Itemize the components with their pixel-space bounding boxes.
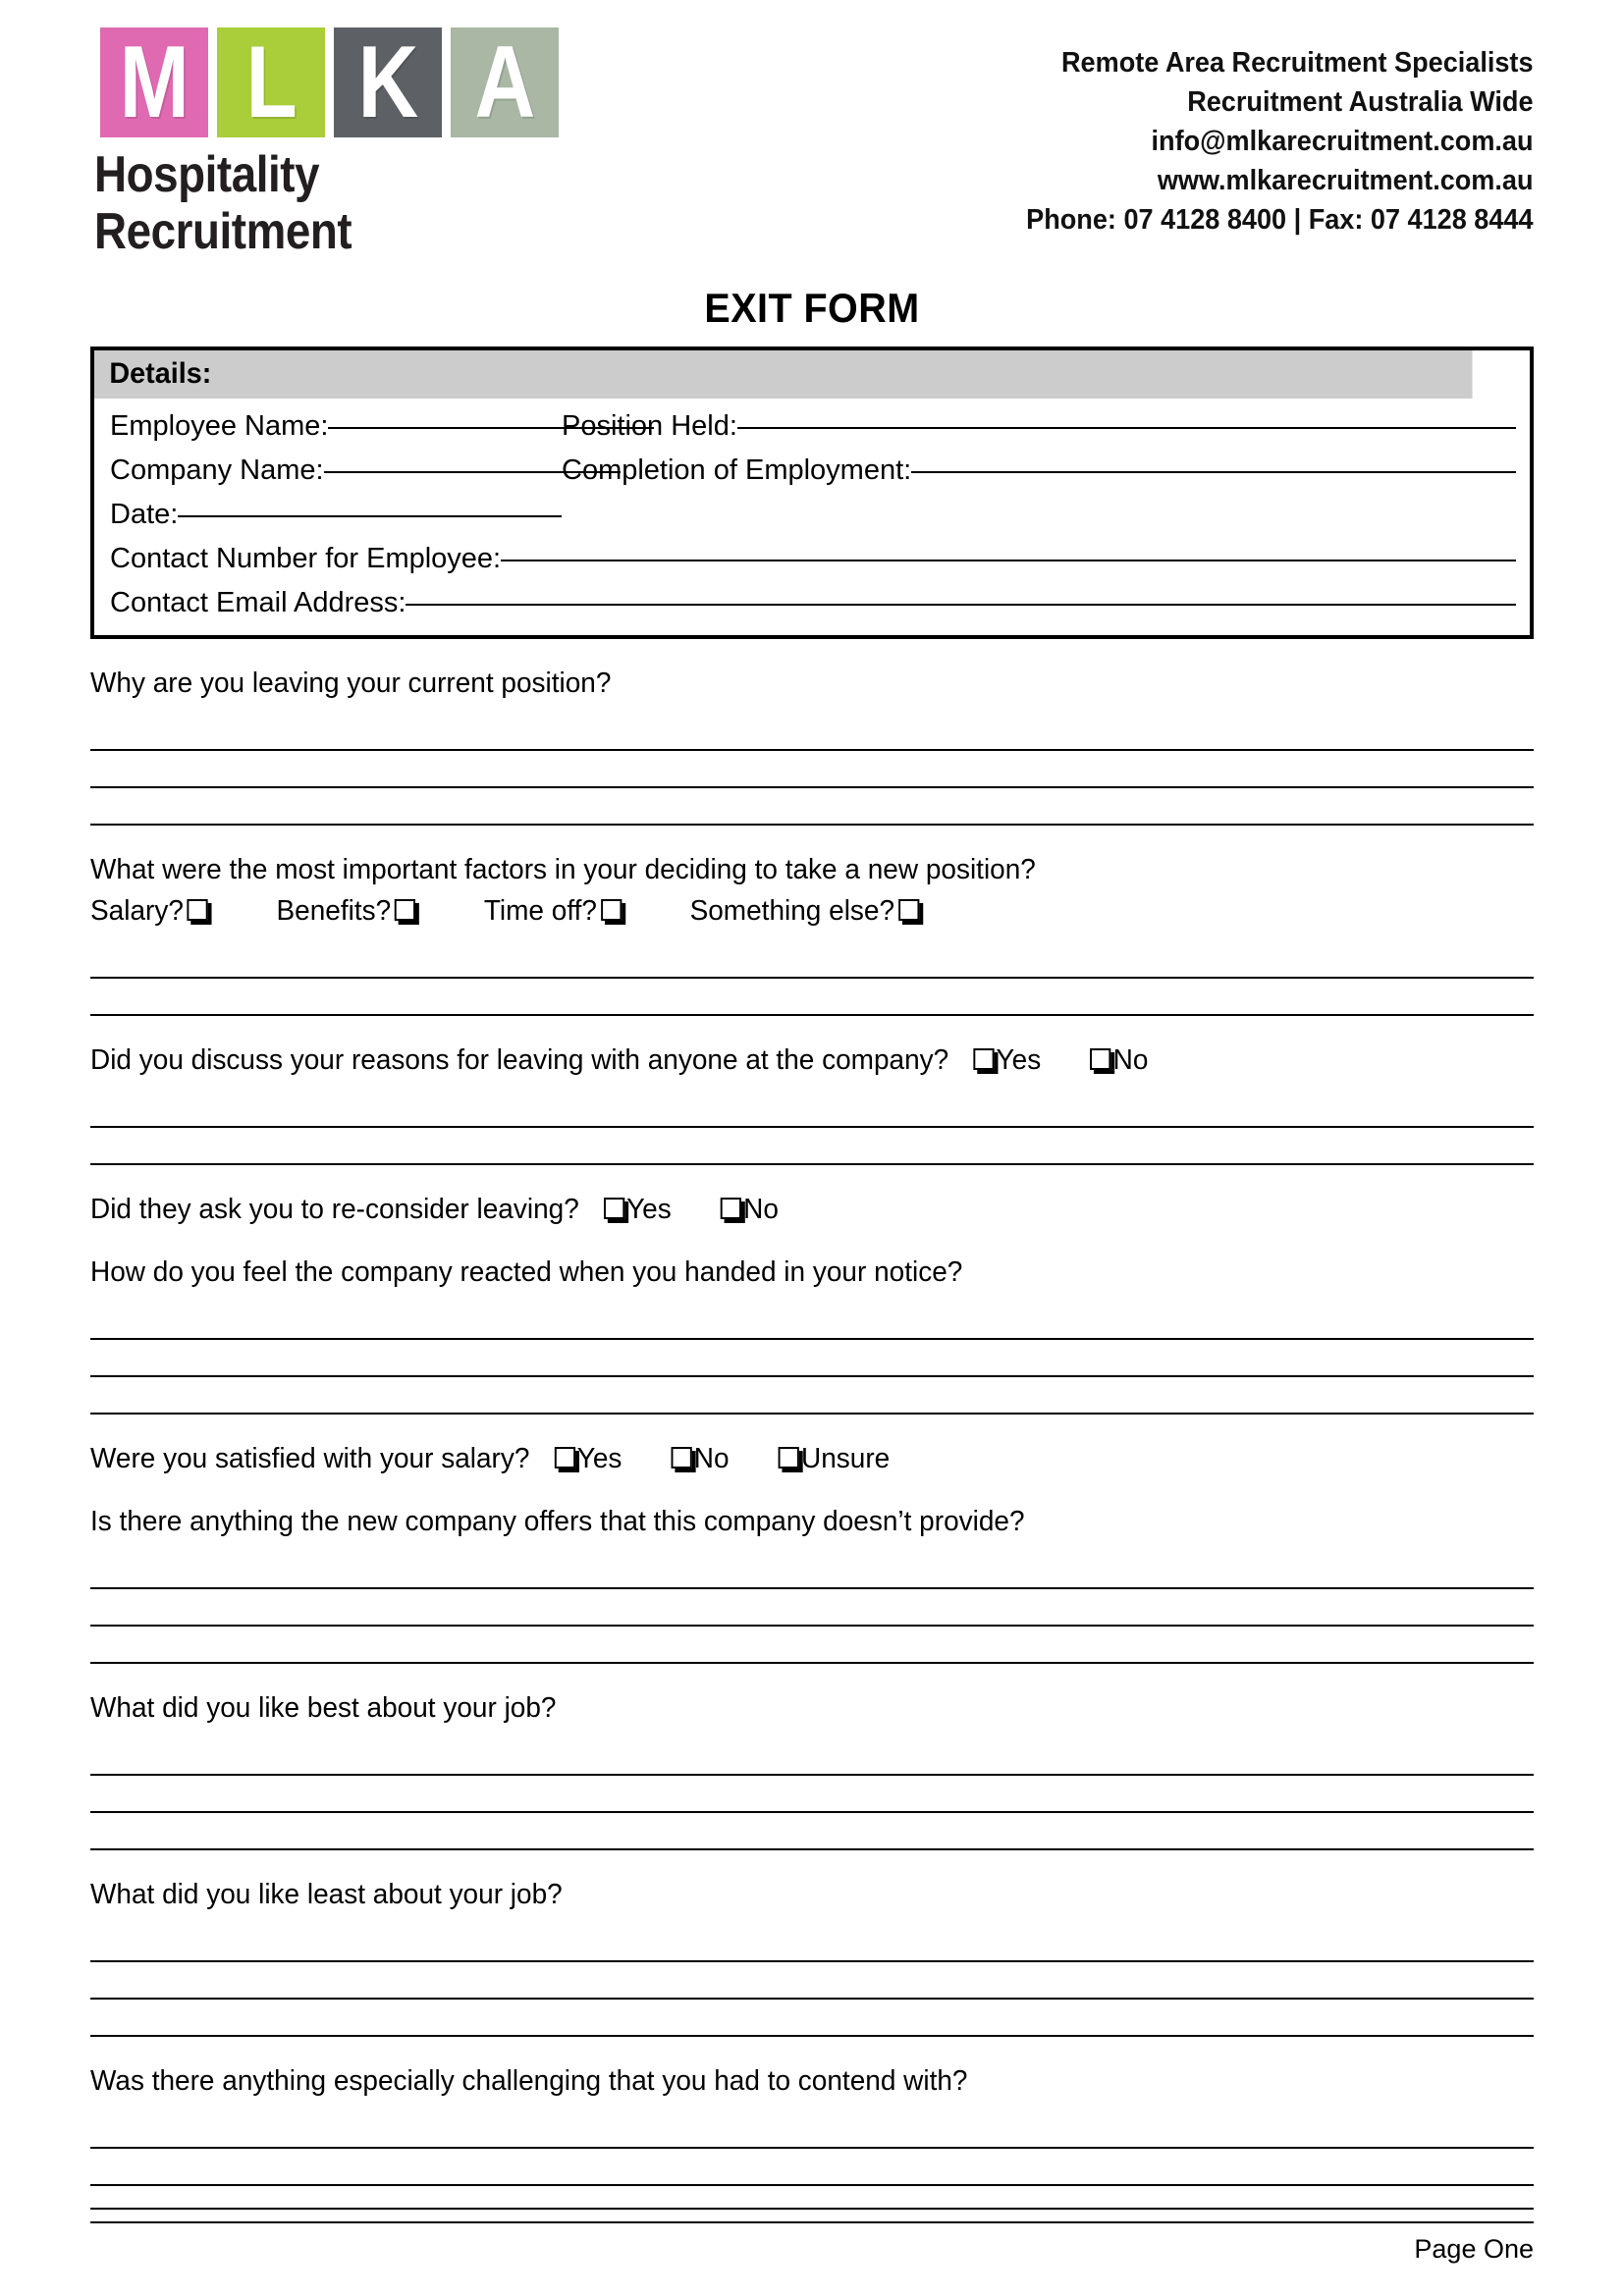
answer-line[interactable] (90, 1552, 1534, 1589)
logo-letter-m: M (119, 26, 189, 139)
answer-line[interactable] (90, 941, 1534, 979)
checkbox-salary-icon[interactable] (188, 899, 208, 921)
contact-email-label: Contact Email Address: (110, 587, 406, 618)
question-leaving-reason-label: Why are you leaving your current position? (90, 667, 612, 699)
date-label: Date: (110, 499, 179, 530)
question-reconsider-leaving-label (90, 1191, 1484, 1228)
details-row-4 (110, 537, 1516, 581)
checkbox-salary-unsure-icon[interactable] (779, 1447, 799, 1468)
question-discussed-reasons-options (970, 1041, 1159, 1079)
question-discussed-reasons-text: Did you discuss your reasons for leaving with anyone at the company? (90, 1044, 949, 1076)
contact-number-input[interactable] (501, 540, 1516, 567)
page-header (90, 0, 1534, 260)
checkbox-salary-no-icon[interactable] (672, 1447, 692, 1468)
option-discussed-yes-label: Yes (996, 1044, 1042, 1076)
completion-of-employment-input[interactable] (911, 452, 1516, 479)
question-liked-best-label: What did you like best about your job? (90, 1692, 557, 1724)
details-row-3 (110, 493, 1516, 537)
option-time-off-label: Time off? (483, 895, 597, 927)
details-section (90, 347, 1534, 639)
contact-email: info@mlkarecruitment.com.au (1152, 126, 1534, 157)
question-discussed-reasons-label (90, 1041, 1484, 1079)
checkbox-time-off-icon[interactable] (601, 899, 622, 921)
answer-line[interactable] (90, 2000, 1534, 2037)
option-reconsider-no-label: No (743, 1194, 779, 1225)
employee-name-label: Employee Name: (110, 410, 329, 442)
company-name-input[interactable] (324, 452, 621, 479)
option-benefits-label: Benefits? (276, 895, 392, 927)
answer-line[interactable] (90, 788, 1534, 826)
question-liked-least (90, 1876, 1534, 2037)
question-company-reaction (90, 1254, 1534, 1415)
logo-letter-l: L (245, 26, 297, 139)
contact-tagline: Remote Area Recruitment Specialists (1061, 47, 1534, 79)
question-reconsider-leaving (90, 1191, 1534, 1228)
question-salary-satisfaction-label (90, 1440, 1484, 1477)
question-discussed-reasons-answer[interactable] (90, 1091, 1534, 1165)
answer-line[interactable] (90, 1303, 1534, 1340)
option-benefits[interactable] (277, 892, 418, 930)
answer-line[interactable] (90, 1738, 1534, 1776)
checkbox-discussed-yes-icon[interactable] (973, 1048, 994, 1070)
logo-tile-a (451, 27, 559, 137)
question-liked-best-answer[interactable] (90, 1738, 1534, 1850)
checkbox-reconsider-yes-icon[interactable] (604, 1198, 624, 1219)
question-reconsider-leaving-options (600, 1191, 788, 1228)
logo-letter-k: K (357, 26, 418, 139)
option-discussed-yes[interactable] (970, 1041, 1042, 1079)
option-something-else-label: Something else? (689, 895, 895, 927)
date-input[interactable] (178, 496, 562, 523)
checkbox-salary-yes-icon[interactable] (555, 1447, 575, 1468)
answer-line[interactable] (90, 1340, 1534, 1377)
company-name-label: Company Name: (110, 454, 324, 486)
question-important-factors-label: What were the most important factors in your deciding to take a new position? (90, 854, 1036, 885)
option-time-off[interactable] (484, 892, 623, 930)
option-salary-yes[interactable] (551, 1440, 623, 1477)
question-new-company-offers-answer[interactable] (90, 1552, 1534, 1664)
question-challenging-answer[interactable] (90, 2111, 1534, 2223)
completion-of-employment-label: Completion of Employment: (562, 454, 912, 486)
details-fields (94, 399, 1530, 635)
position-held-input[interactable] (737, 407, 1516, 435)
answer-line[interactable] (90, 1091, 1534, 1128)
option-discussed-no[interactable] (1087, 1041, 1149, 1079)
employee-name-input[interactable] (328, 407, 654, 435)
question-challenging-label: Was there anything especially challenging that you had to contend with? (90, 2065, 968, 2097)
question-important-factors-options (90, 892, 1484, 930)
answer-line[interactable] (90, 751, 1534, 788)
answer-line[interactable] (90, 979, 1534, 1016)
answer-line[interactable] (90, 2186, 1534, 2223)
checkbox-reconsider-no-icon[interactable] (721, 1198, 741, 1219)
details-section-heading: Details: (94, 350, 1473, 399)
answer-line[interactable] (90, 1589, 1534, 1627)
answer-line[interactable] (90, 1128, 1534, 1165)
company-logo (90, 27, 640, 260)
contact-website: www.mlkarecruitment.com.au (1158, 165, 1534, 196)
details-row-2 (110, 449, 1516, 493)
contact-email-input[interactable] (406, 584, 1516, 612)
answer-line[interactable] (90, 1627, 1534, 1664)
question-company-reaction-label: How do you feel the company reacted when you handed in your notice? (90, 1256, 963, 1288)
answer-line[interactable] (90, 1925, 1534, 1962)
answer-line[interactable] (90, 1813, 1534, 1850)
answer-line[interactable] (90, 1776, 1534, 1813)
contact-coverage: Recruitment Australia Wide (1187, 86, 1534, 118)
question-leaving-reason-answer[interactable] (90, 714, 1534, 826)
question-new-company-offers (90, 1503, 1534, 1664)
logo-wordmark: Hospitality Recruitment (94, 146, 352, 260)
option-something-else[interactable] (690, 892, 921, 930)
question-important-factors (90, 851, 1534, 1016)
answer-line[interactable] (90, 2149, 1534, 2186)
logo-letter-a: A (474, 26, 535, 139)
question-liked-least-answer[interactable] (90, 1925, 1534, 2037)
logo-tile-l (217, 27, 325, 137)
option-reconsider-no[interactable] (717, 1191, 779, 1228)
question-new-company-offers-label: Is there anything the new company offers that this company doesn’t provide? (90, 1506, 1025, 1537)
answer-line[interactable] (90, 1377, 1534, 1415)
answer-line[interactable] (90, 2111, 1534, 2149)
question-reconsider-leaving-text: Did they ask you to re-consider leaving? (90, 1194, 579, 1225)
question-leaving-reason (90, 665, 1534, 826)
logo-tile-k (334, 27, 442, 137)
checkbox-discussed-no-icon[interactable] (1090, 1048, 1110, 1070)
option-reconsider-yes-label: Yes (626, 1194, 672, 1225)
option-salary[interactable] (90, 892, 210, 930)
option-reconsider-yes[interactable] (600, 1191, 672, 1228)
question-discussed-reasons (90, 1041, 1534, 1165)
option-salary-yes-label: Yes (576, 1443, 623, 1474)
question-salary-satisfaction-text: Were you satisfied with your salary? (90, 1443, 530, 1474)
logo-letter-tiles (100, 27, 640, 137)
details-row-5 (110, 581, 1516, 625)
option-salary-label: Salary? (90, 895, 184, 927)
question-liked-best (90, 1689, 1534, 1850)
question-salary-satisfaction (90, 1440, 1534, 1477)
question-important-factors-answer[interactable] (90, 941, 1534, 1016)
logo-tile-m (100, 27, 208, 137)
answer-line[interactable] (90, 714, 1534, 751)
option-salary-unsure[interactable] (775, 1440, 890, 1477)
question-challenging (90, 2062, 1534, 2223)
position-held-label: Position Held: (562, 410, 737, 442)
company-contact-details (1027, 27, 1534, 240)
page-title: EXIT FORM (704, 285, 920, 331)
contact-phone-fax: Phone: 07 4128 8400 | Fax: 07 4128 8444 (1026, 204, 1534, 236)
footer-divider (90, 2208, 1534, 2210)
option-discussed-no-label: No (1112, 1044, 1149, 1076)
option-salary-unsure-label: Unsure (800, 1443, 891, 1474)
question-salary-satisfaction-options (551, 1440, 899, 1477)
option-salary-no[interactable] (668, 1440, 730, 1477)
question-liked-least-label: What did you like least about your job? (90, 1879, 563, 1910)
question-company-reaction-answer[interactable] (90, 1303, 1534, 1415)
checkbox-benefits-icon[interactable] (395, 899, 415, 921)
page-number: Page One (1414, 2234, 1534, 2264)
option-salary-no-label: No (693, 1443, 730, 1474)
checkbox-something-else-icon[interactable] (898, 899, 919, 921)
contact-number-label: Contact Number for Employee: (110, 543, 502, 574)
answer-line[interactable] (90, 1962, 1534, 2000)
details-row-1 (110, 404, 1516, 449)
